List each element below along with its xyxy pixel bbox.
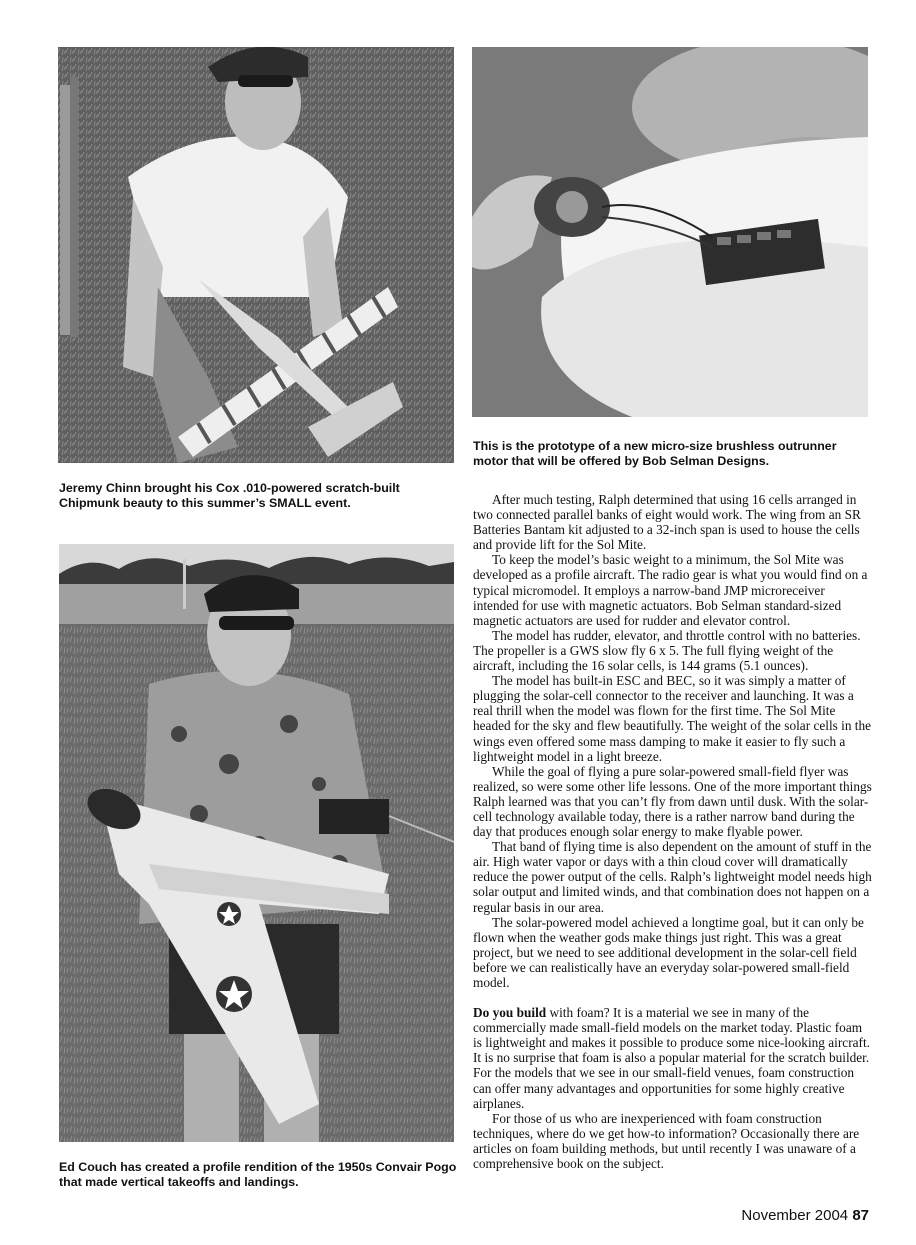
caption-motor-prototype: This is the prototype of a new micro-size brushless outrunner motor that will be offered by Bob Selman Designs. <box>473 439 837 468</box>
runin-heading: Do you build <box>473 1005 547 1021</box>
page-folio <box>741 1207 869 1224</box>
paragraph-1: After much testing, Ralph determined that using 16 cells arranged in two connected parallel banks of eight would work. The wing from an SR Batteries Bantam kit adjusted to a 32-inch span is used to house the cells and provide lift for the Sol Mite. <box>473 492 861 553</box>
paragraph-7: The solar-powered model achieved a longtime goal, but it can only be flown when the weather gods make things just right. This was a great project, but we need to see additional development in the solar-cell field before we can realistically have an everyday solar-powered small-field model. <box>473 914 864 990</box>
page-number: 87 <box>852 1207 869 1224</box>
issue-date: November 2004 <box>741 1207 849 1224</box>
paragraph-final: For those of us who are inexperienced with foam construction techniques, where do we get how-to information? Occasionally there are articles on foam building methods, but until recently I was unaware of a comprehensive book on the subject. <box>473 1110 860 1172</box>
photo-jeremy-chinn <box>58 47 454 463</box>
paragraph-foam-text: with foam? It is a material we see in many of the commercially made small-field models on the market today. Plastic foam is lightweight and makes it possible to produce some nice-looking aircraft. It is no surprise that foam is also a popular material for the scratch builder. For the models that we see in our small-field venues, foam construction can offer many advantages and opportunities for some highly creative airplanes. <box>473 1005 870 1111</box>
article-body <box>473 492 873 1171</box>
paragraph-5: While the goal of flying a pure solar-powered small-field flyer was realized, so were some other life lessons. One of the more important things Ralph learned was that you can’t fly from dawn until dusk. With the solar-cell technology available today, there is a rather narrow band during the day that produces enough solar energy to make flyable power. <box>473 763 872 840</box>
paragraph-foam <box>473 1005 873 1111</box>
paragraph-3: The model has rudder, elevator, and throttle control with no batteries. The propeller is a GWS slow fly 6 x 5. The full flying weight of the aircraft, including the 16 solar cells, is 144 grams (5.1 ounces). <box>473 627 861 674</box>
paragraph-6: That band of flying time is also dependent on the amount of stuff in the air. High water vapor or days with a thin cloud cover will dramatically reduce the power output of the cells. Ralph’s lightweight model needs high solar output and limited winds, and that combination does not happen on a regular basis in our area. <box>473 839 872 915</box>
caption-jeremy-chinn: Jeremy Chinn brought his Cox .010-powered scratch-built Chipmunk beauty to this summer’s SMALL event. <box>59 481 400 510</box>
paragraph-4: The model has built-in ESC and BEC, so it was simply a matter of plugging the solar-cell connector to the receiver and launching. It was a real thrill when the model was flown for the first time. The Sol Mite headed for the sky and flew beautifully. The weight of the solar cells in the wings even offered some mass damping to make it easier to fly such a lightweight model in a light breeze. <box>473 673 872 764</box>
photo-motor-prototype <box>472 47 868 417</box>
photo-ed-couch <box>59 544 454 1142</box>
paragraph-2: To keep the model’s basic weight to a minimum, the Sol Mite was developed as a profile aircraft. The radio gear is what you would find on a typical micromodel. It employs a narrow-band JMP microreceiver intended for use with magnetic actuators. Bob Selman standard-sized magnetic actuators are used for rudder and elevator control. <box>473 552 868 628</box>
caption-ed-couch: Ed Couch has created a profile rendition of the 1950s Convair Pogo that made vertical takeoffs and landings. <box>59 1160 457 1189</box>
